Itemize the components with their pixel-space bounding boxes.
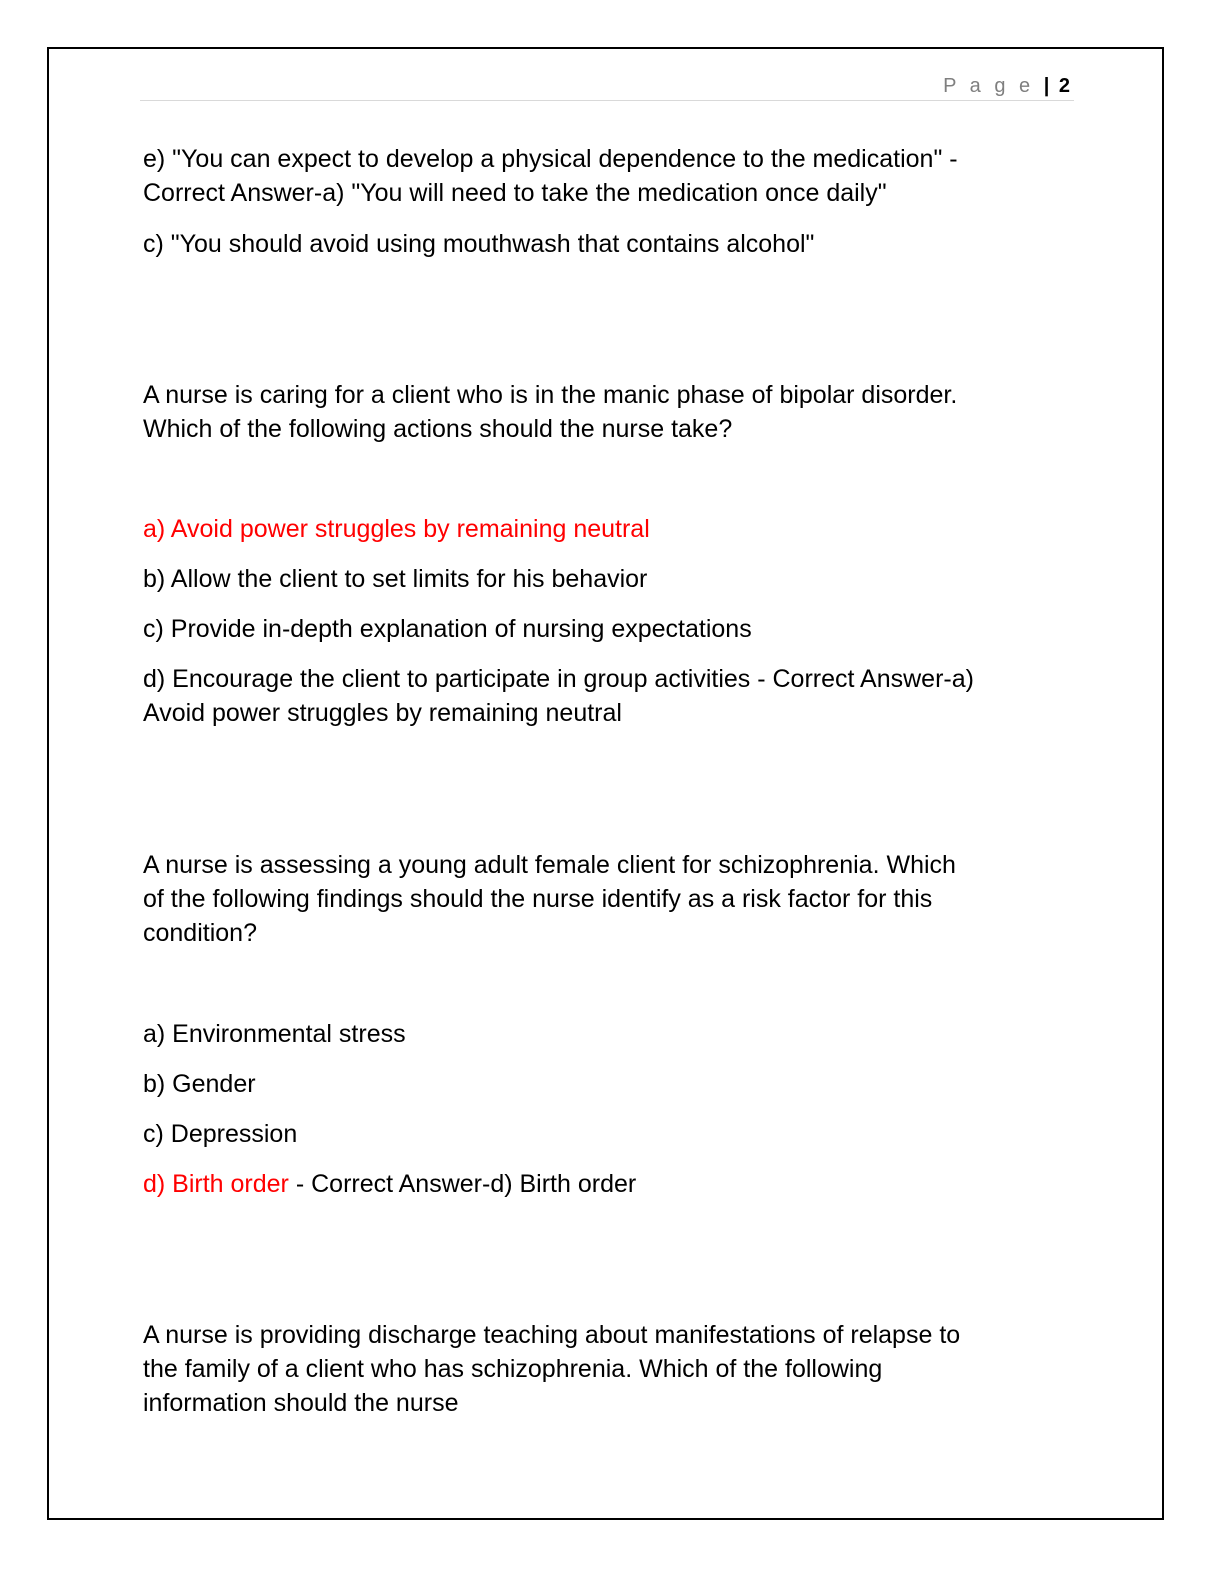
q1-option-c: c) Provide in-depth explanation of nursing expectations: [143, 615, 752, 643]
q1-option-b: b) Allow the client to set limits for his behavior: [143, 565, 648, 593]
q3-stem-line3: information should the nurse: [143, 1389, 459, 1417]
q3-stem-line2: the family of a client who has schizophrenia. Which of the following: [143, 1355, 883, 1383]
q1-stem-line2: Which of the following actions should the nurse take?: [143, 415, 733, 443]
q2-option-d: [143, 1167, 1073, 1201]
page-number: 2: [1058, 75, 1070, 97]
q2-option-c: c) Depression: [143, 1120, 298, 1148]
q2-option-b: b) Gender: [143, 1070, 256, 1098]
q2-stem-line3: condition?: [143, 919, 257, 947]
q3-stem-line1: A nurse is providing discharge teaching about manifestations of relapse to: [143, 1321, 961, 1349]
page-header: [140, 74, 1074, 101]
prev-option-e-line1: e) "You can expect to develop a physical dependence to the medication" -: [143, 145, 958, 173]
q1-option-d-line2: Avoid power struggles by remaining neutral: [143, 699, 622, 727]
q2-option-d-correct: d) Birth order: [143, 1170, 289, 1198]
prev-answer-c: c) "You should avoid using mouthwash that contains alcohol": [143, 230, 815, 258]
q1-stem-line1: A nurse is caring for a client who is in the manic phase of bipolar disorder.: [143, 381, 958, 409]
page-border: [47, 47, 1164, 1520]
page-number-label: [943, 74, 1070, 98]
q2-stem-line1: A nurse is assessing a young adult female client for schizophrenia. Which: [143, 851, 956, 879]
prev-answer-line: Correct Answer-a) "You will need to take the medication once daily": [143, 179, 887, 207]
q2-correct-answer: - Correct Answer-d) Birth order: [288, 1170, 637, 1198]
page-word: P a g e: [943, 75, 1035, 97]
q2-option-a: a) Environmental stress: [143, 1020, 406, 1048]
q1-option-a-correct: a) Avoid power struggles by remaining neutral: [143, 515, 650, 543]
q1-option-d-line1: d) Encourage the client to participate in group activities - Correct Answer-a): [143, 665, 974, 693]
page-separator: |: [1043, 75, 1050, 97]
q2-stem-line2: of the following findings should the nurse identify as a risk factor for this: [143, 885, 933, 913]
